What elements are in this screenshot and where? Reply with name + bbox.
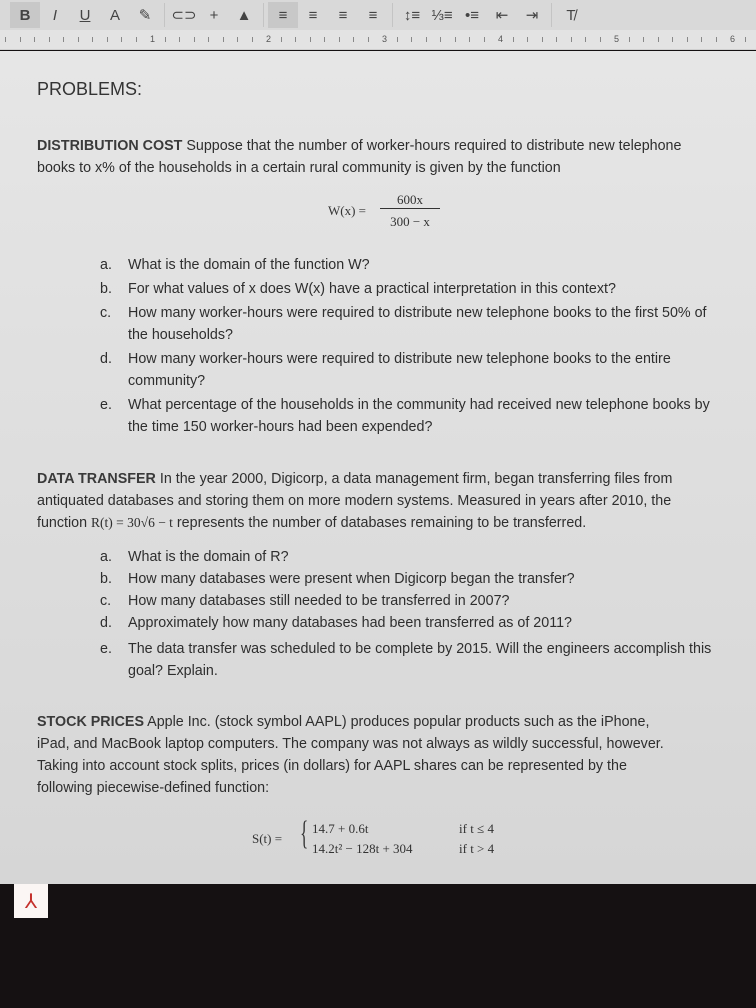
item-letter: c. bbox=[100, 593, 112, 609]
problem-distribution-cost bbox=[37, 135, 737, 179]
formatting-toolbar bbox=[0, 0, 756, 30]
problem-title: DATA TRANSFER bbox=[37, 471, 156, 487]
justify-button[interactable]: ≡ bbox=[368, 6, 378, 24]
brace: { bbox=[300, 815, 309, 852]
ruler-label: 2 bbox=[266, 34, 272, 44]
ruler-tick bbox=[687, 37, 688, 42]
ruler-tick bbox=[411, 37, 412, 42]
document-page[interactable] bbox=[0, 51, 756, 884]
problem-title: DISTRIBUTION COST bbox=[37, 138, 183, 154]
ruler-tick bbox=[63, 37, 64, 42]
align-left-button[interactable]: ≡ bbox=[268, 2, 298, 28]
problem-data-transfer bbox=[37, 468, 737, 534]
highlight-button[interactable]: ✎ bbox=[138, 7, 152, 24]
ruler-tick bbox=[455, 37, 456, 42]
link-button[interactable]: ⊂⊃ bbox=[171, 7, 197, 24]
ruler-tick bbox=[353, 37, 354, 42]
ruler-tick bbox=[237, 37, 238, 42]
case-1: 14.7 + 0.6t bbox=[312, 821, 369, 836]
ruler-tick bbox=[107, 37, 108, 42]
ruler-tick bbox=[513, 37, 514, 42]
ruler-tick bbox=[484, 37, 485, 42]
ruler-tick bbox=[629, 37, 630, 42]
ruler-tick bbox=[571, 37, 572, 42]
formula: R(t) = 30√6 − t bbox=[91, 515, 173, 530]
text: books to x% of the households in a certain rural community is given by the function bbox=[37, 160, 561, 176]
list-item bbox=[100, 612, 720, 634]
item-letter: a. bbox=[100, 257, 112, 273]
ruler-tick bbox=[745, 37, 746, 42]
condition-2: if t > 4 bbox=[459, 841, 495, 856]
ruler-label: 6 bbox=[730, 34, 736, 44]
list-item bbox=[100, 590, 720, 612]
ruler-label: 5 bbox=[614, 34, 620, 44]
item-letter: a. bbox=[100, 549, 112, 565]
list-item bbox=[100, 638, 720, 682]
align-right-button[interactable]: ≡ bbox=[338, 6, 348, 24]
list-item bbox=[100, 348, 720, 392]
item-letter: c. bbox=[100, 305, 112, 321]
taskbar bbox=[0, 884, 756, 1008]
ruler-label: 4 bbox=[498, 34, 504, 44]
ruler-tick bbox=[5, 37, 6, 42]
ruler-tick bbox=[223, 37, 224, 42]
text-color-button[interactable]: A bbox=[109, 6, 120, 24]
decrease-indent-button[interactable]: ⇤ bbox=[495, 7, 509, 24]
ruler-tick bbox=[658, 37, 659, 42]
item-text: How many databases were present when Digicorp began the transfer? bbox=[128, 571, 575, 587]
formula-denominator: 300 − x bbox=[390, 214, 430, 229]
ruler-tick bbox=[165, 37, 166, 42]
ruler-tick bbox=[121, 37, 122, 42]
ruler[interactable] bbox=[0, 30, 756, 50]
clear-formatting-button[interactable]: T̸ bbox=[566, 6, 576, 24]
ruler-tick bbox=[324, 37, 325, 42]
increase-indent-button[interactable]: ⇥ bbox=[525, 7, 539, 24]
bulleted-list-button[interactable]: •≡ bbox=[464, 6, 479, 24]
problem-stock-prices bbox=[37, 711, 737, 799]
ruler-tick bbox=[701, 37, 702, 42]
ruler-tick bbox=[469, 37, 470, 42]
list-item bbox=[100, 302, 720, 346]
ruler-tick bbox=[716, 37, 717, 42]
toolbar-separator bbox=[551, 3, 552, 27]
ruler-tick bbox=[252, 37, 253, 42]
item-text: The data transfer was scheduled to be complete by 2015. Will the engineers accomplish this goal? Explain. bbox=[128, 641, 712, 679]
ruler-tick bbox=[556, 37, 557, 42]
item-letter: e. bbox=[100, 641, 112, 657]
italic-button[interactable]: I bbox=[52, 6, 58, 24]
text: represents the number of databases remaining to be transferred. bbox=[172, 515, 587, 531]
item-text: What percentage of the households in the community had received new telephone books by the time 150 worker-hours had been expended? bbox=[128, 397, 710, 435]
item-letter: d. bbox=[100, 351, 112, 367]
text: iPad, and MacBook laptop computers. The company was not always as wildly successful, however. bbox=[37, 736, 664, 752]
ruler-tick bbox=[310, 37, 311, 42]
text: Suppose that the number of worker-hours required to distribute new telephone bbox=[182, 138, 682, 154]
list-item bbox=[100, 254, 720, 276]
text: Apple Inc. (stock symbol AAPL) produces popular products such as the iPhone, bbox=[143, 714, 650, 730]
formula-lhs: S(t) = bbox=[252, 831, 283, 846]
ruler-tick bbox=[136, 37, 137, 42]
ruler-tick bbox=[440, 37, 441, 42]
ruler-tick bbox=[20, 37, 21, 42]
comment-button[interactable]: + bbox=[209, 6, 219, 24]
formula-lhs: W(x) = bbox=[328, 203, 367, 218]
numbered-list-button[interactable]: ⅓≡ bbox=[431, 6, 453, 24]
ruler-tick bbox=[672, 37, 673, 42]
item-letter: b. bbox=[100, 281, 112, 297]
ruler-tick bbox=[281, 37, 282, 42]
ruler-tick bbox=[585, 37, 586, 42]
item-text: How many worker-hours were required to distribute new telephone books to the first 50% of the households? bbox=[128, 305, 707, 343]
list-item bbox=[100, 546, 720, 568]
case-2: 14.2t² − 128t + 304 bbox=[312, 841, 413, 856]
align-center-button[interactable]: ≡ bbox=[308, 6, 318, 24]
ruler-tick bbox=[643, 37, 644, 42]
bold-button[interactable]: B bbox=[10, 2, 40, 28]
list-item bbox=[100, 568, 720, 590]
ruler-tick bbox=[78, 37, 79, 42]
heading: PROBLEMS: bbox=[37, 79, 143, 99]
ruler-tick bbox=[600, 37, 601, 42]
text: antiquated databases and storing them on more modern systems. Measured in years after 2010, the bbox=[37, 493, 672, 509]
text: Taking into account stock splits, prices (in dollars) for AAPL shares can be represented by the bbox=[37, 758, 627, 774]
item-letter: e. bbox=[100, 397, 112, 413]
ruler-tick bbox=[49, 37, 50, 42]
list-item bbox=[100, 278, 720, 300]
item-text: Approximately how many databases had been transferred as of 2011? bbox=[128, 615, 573, 631]
ruler-label: 3 bbox=[382, 34, 388, 44]
item-text: How many databases still needed to be transferred in 2007? bbox=[128, 593, 510, 609]
item-letter: b. bbox=[100, 571, 112, 587]
problem-title: STOCK PRICES bbox=[37, 714, 144, 730]
text: following piecewise-defined function: bbox=[37, 780, 270, 796]
item-letter: d. bbox=[100, 615, 112, 631]
ruler-label: 1 bbox=[150, 34, 156, 44]
list-item bbox=[100, 394, 720, 438]
ruler-tick bbox=[295, 37, 296, 42]
underline-button[interactable]: U bbox=[79, 6, 91, 24]
ruler-tick bbox=[339, 37, 340, 42]
ruler-tick bbox=[542, 37, 543, 42]
formula-numerator: 600x bbox=[380, 192, 440, 209]
toolbar-separator bbox=[164, 3, 165, 27]
ruler-tick bbox=[397, 37, 398, 42]
text: In the year 2000, Digicorp, a data management firm, began transferring files from bbox=[155, 471, 673, 487]
ruler-tick bbox=[194, 37, 195, 42]
ruler-tick bbox=[34, 37, 35, 42]
line-spacing-button[interactable]: ↕≡ bbox=[403, 6, 421, 24]
item-text: How many worker-hours were required to distribute new telephone books to the entire community? bbox=[128, 351, 671, 389]
acrobat-icon[interactable]: ⅄ bbox=[14, 884, 48, 918]
ruler-tick bbox=[179, 37, 180, 42]
toolbar-separator bbox=[392, 3, 393, 27]
ruler-tick bbox=[92, 37, 93, 42]
ruler-tick bbox=[527, 37, 528, 42]
image-button[interactable]: ▲ bbox=[236, 6, 252, 24]
condition-1: if t ≤ 4 bbox=[459, 821, 494, 836]
item-text: What is the domain of R? bbox=[128, 549, 289, 565]
ruler-tick bbox=[368, 37, 369, 42]
item-text: What is the domain of the function W? bbox=[128, 257, 370, 273]
toolbar-separator bbox=[263, 3, 264, 27]
ruler-tick bbox=[208, 37, 209, 42]
text: function bbox=[37, 515, 92, 531]
ruler-tick bbox=[426, 37, 427, 42]
item-text: For what values of x does W(x) have a practical interpretation in this context? bbox=[128, 281, 616, 297]
